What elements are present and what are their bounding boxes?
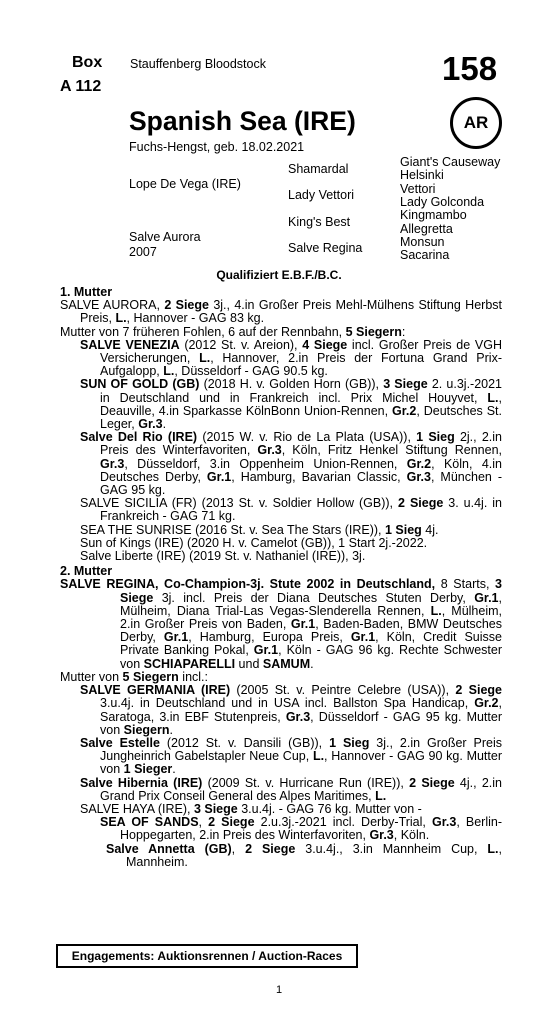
sex-dob: Fuchs-Hengst, geb. 18.02.2021 bbox=[129, 140, 305, 154]
section-heading: 2. Mutter bbox=[60, 564, 113, 579]
produce-intro: Mutter von 7 früheren Fohlen, 6 auf der Rennbahn, 5 Siegern: bbox=[60, 324, 406, 339]
pedigree-g3: Kingmambo bbox=[400, 208, 467, 222]
dam-paragraph: SALVE AURORA, 2 Siege 3j., 4.in Großer Preis Mehl-Mülhens Stiftung Herbst Preis, L., Hannover - GAG 83 kg. bbox=[60, 298, 502, 326]
pedigree-g2: King's Best bbox=[288, 215, 351, 229]
produce-entry: Salve Annetta (GB), 2 Siege 3.u.4j., 3.in Mannheim Cup, L., Mannheim. bbox=[106, 841, 502, 869]
produce-entry: Salve Hibernia (IRE) (2009 St. v. Hurricane Run (IRE)), 2 Siege 4j., 2.in Grand Prix Conseil General des Alpes Maritimes, L. bbox=[80, 775, 503, 803]
horse-name: Spanish Sea (IRE) bbox=[129, 106, 356, 136]
page-number: 1 bbox=[275, 984, 283, 996]
produce-entry: SUN OF GOLD (GB) (2018 H. v. Golden Horn (GB)), 3 Siege 2. u.3j.-2021 in Deutschland und in Frankreich incl. Prix Michel Houyvet, L., Deauville, 4.in Sparkasse KölnBonn Union-Rennen, Gr.2, Deutsches St. Leger, Gr.3. bbox=[80, 377, 503, 432]
pedigree-g3: Giant's Causeway bbox=[400, 155, 501, 169]
produce-intro: Mutter von 5 Siegern incl.: bbox=[60, 669, 208, 684]
pedigree-g2: Lady Vettori bbox=[288, 188, 355, 202]
produce-entry: Sun of Kings (IRE) (2020 H. v. Camelot (GB)), 1 Start 2j.-2022. bbox=[80, 535, 428, 550]
pedigree-g3: Vettori bbox=[400, 182, 436, 196]
section-heading: 1. Mutter bbox=[60, 285, 113, 299]
produce-entry: Salve Liberte (IRE) (2019 St. v. Nathaniel (IRE)), 3j. bbox=[80, 549, 366, 564]
pedigree-g3: Lady Golconda bbox=[400, 195, 485, 209]
pedigree-g2: Shamardal bbox=[288, 162, 349, 176]
catalogue-text bbox=[60, 284, 502, 869]
produce-entry: SEA THE SUNRISE (2016 St. v. Sea The Stars (IRE)), 1 Sieg 4j. bbox=[80, 522, 439, 537]
produce-entry: SALVE VENEZIA (2012 St. v. Areion), 4 Siege incl. Großer Preis de VGH Versicherungen, L., Hannover, 2.in Preis der Fortuna Grand Prix-Aufgalopp, L., Düsseldorf - GAG 90.5 kg. bbox=[80, 337, 502, 379]
pedigree-dam-year: 2007 bbox=[129, 245, 157, 259]
qualification: Qualifiziert E.B.F./B.C. bbox=[216, 268, 342, 282]
lot-number: 158 bbox=[442, 50, 498, 87]
pedigree-g2: Salve Regina bbox=[288, 241, 363, 255]
produce-entry: Salve Del Rio (IRE) (2015 W. v. Rio de La Plata (USA)), 1 Sieg 2j., 2.in Preis des Winterfavoriten, Gr.3, Köln, Fritz Henkel Stiftung Rennen, Gr.3, Düsseldorf, 3.in Oppenheim Union-Rennen, Gr.2, Köln, 4.in Deutsches Derby, Gr.1, Hamburg, Bavarian Classic, Gr.3, München - GAG 95 kg. bbox=[80, 430, 503, 498]
box-number: A 112 bbox=[60, 78, 102, 95]
produce-entry: Salve Estelle (2012 St. v. Dansili (GB)), 1 Sieg 3j., 2.in Großer Preis Jungheinrich Gabelstapler Neue Cup, L., Hannover - GAG 90 kg. Mutter von 1 Sieger. bbox=[80, 735, 502, 777]
pedigree-g3: Helsinki bbox=[400, 168, 444, 182]
produce-entry: SEA OF SANDS, 2 Siege 2.u.3j.-2021 incl. Derby-Trial, Gr.3, Berlin-Hoppegarten, 2.in Preis des Winterfavoriten, Gr.3, Köln. bbox=[100, 815, 502, 843]
pedigree-g3: Allegretta bbox=[400, 222, 453, 236]
pedigree-dam: Salve Aurora bbox=[129, 230, 201, 244]
granddam-paragraph: SALVE REGINA, Co-Champion-3j. Stute 2002 in Deutschland, 8 Starts, 3 Siege 3j. incl. Preis der Diana Deutsches Stuten Derby, Gr.1, Mülheim, Diana Trial-Las Vegas-Slenderella Rennen, L., Mülheim, 2.in Großer Preis von Baden, Gr.1, Baden-Baden, BMW Deutsches Derby, Gr.1, Hamburg, Europa Preis, Gr.1, Köln, Credit Suisse Private Banking Pokal, Gr.1, Köln - GAG 96 kg. Rechte Schwester von SCHIAPARELLI und SAMUM. bbox=[60, 577, 502, 671]
pedigree-g3: Monsun bbox=[400, 235, 445, 249]
consignor: Stauffenberg Bloodstock bbox=[130, 57, 266, 71]
produce-entry: SALVE GERMANIA (IRE) (2005 St. v. Peintre Celebre (USA)), 2 Siege 3.u.4j. in Deutschland und in USA incl. Ballston Spa Handicap, Gr.2, Saratoga, 3.in EBF Stutenpreis, Gr.3, Düsseldorf - GAG 95 kg. Mutter von Siegern. bbox=[80, 683, 503, 737]
pedigree-sire: Lope De Vega (IRE) bbox=[129, 177, 241, 191]
box-label: Box bbox=[72, 54, 103, 71]
engagements-box: Engagements: Auktionsrennen / Auction-Races bbox=[56, 944, 358, 968]
pedigree-g3: Sacarina bbox=[400, 248, 450, 262]
ar-badge: AR bbox=[450, 97, 502, 149]
produce-entry: SALVE SICILIA (FR) (2013 St. v. Soldier Hollow (GB)), 2 Siege 3. u.4j. in Frankreich - GAG 71 kg. bbox=[80, 496, 502, 524]
produce-entry: SALVE HAYA (IRE), 3 Siege 3.u.4j. - GAG 76 kg. Mutter von - bbox=[80, 801, 422, 816]
